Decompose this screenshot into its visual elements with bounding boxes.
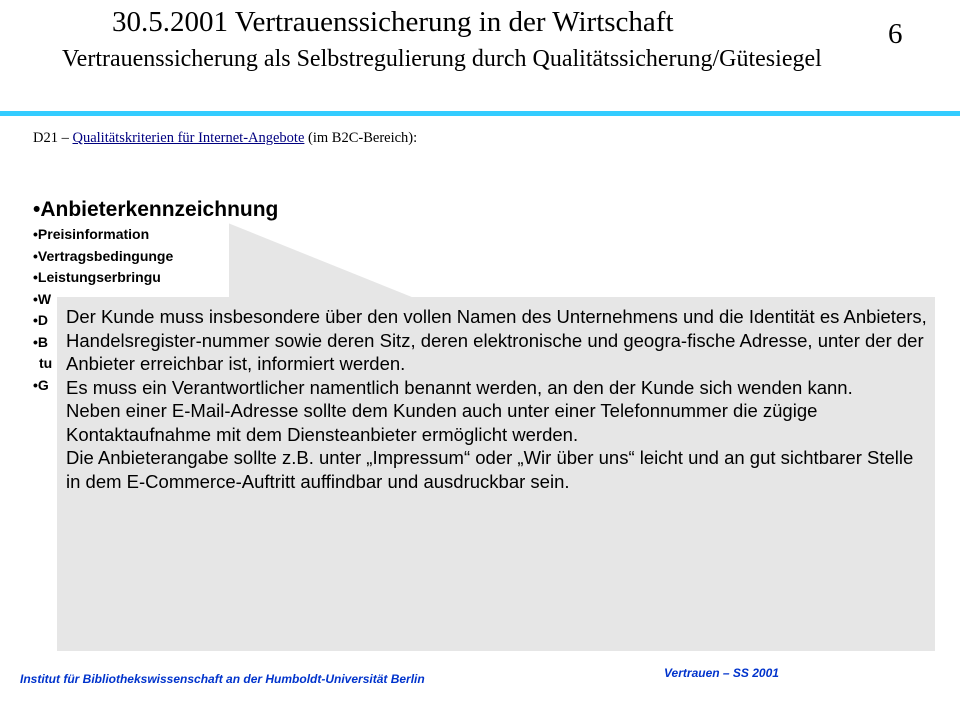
list-item: •W xyxy=(33,290,52,307)
list-item: •Anbieterkennzeichnung xyxy=(33,198,279,221)
callout-paragraph: Die Anbieterangabe sollte z.B. unter „Impressum“ oder „Wir über uns“ leicht und an gut sichtbarer Stelle in dem E-Commerce-Auftritt auffindbar und ausdruckbar sein. xyxy=(66,447,914,492)
list-item: •Vertragsbedingunge xyxy=(33,247,174,264)
intro-prefix: D21 – xyxy=(33,130,73,146)
list-item: •D xyxy=(33,312,49,328)
list-item: tu xyxy=(39,355,53,371)
slide-subtitle: Vertrauenssicherung als Selbstregulierung durch Qualitätssicherung/Gütesiegel xyxy=(62,46,822,72)
intro-suffix: (im B2C-Bereich): xyxy=(304,130,418,146)
list-item: •B xyxy=(33,333,49,350)
slide-title: 30.5.2001 Vertrauenssicherung in der Wirtschaft xyxy=(112,6,674,38)
list-item: •Preisinformation xyxy=(33,226,150,242)
list-item: •G xyxy=(33,376,49,393)
footer-institute: Institut für Bibliothekswissenschaft an der Humboldt-Universität Berlin xyxy=(20,672,425,686)
callout-paragraph: Neben einer E-Mail-Adresse sollte dem Kunden auch unter einer Telefonnummer die zügige Kontaktaufnahme mit dem Diensteanbieter ermöglicht werden. xyxy=(66,400,818,445)
slide-number: 6 xyxy=(888,18,903,50)
callout-paragraph: Der Kunde muss insbesondere über den vollen Namen des Unternehmens und die Identität es Anbieters, Handelsregister-nummer sowie deren Sitz, deren elektronische und geogra-fische Adresse, unter der der Anbieter erreichbar ist, informiert werden. xyxy=(66,306,927,374)
list-item: •Leistungserbringu xyxy=(33,269,161,285)
callout-text xyxy=(66,305,928,493)
callout-paragraph: Es muss ein Verantwortlicher namentlich benannt werden, an den der Kunde sich wenden kann. xyxy=(66,376,853,398)
quality-criteria-link[interactable]: Qualitätskriterien für Internet-Angebote xyxy=(72,130,305,146)
footer-course: Vertrauen – SS 2001 xyxy=(664,666,779,680)
